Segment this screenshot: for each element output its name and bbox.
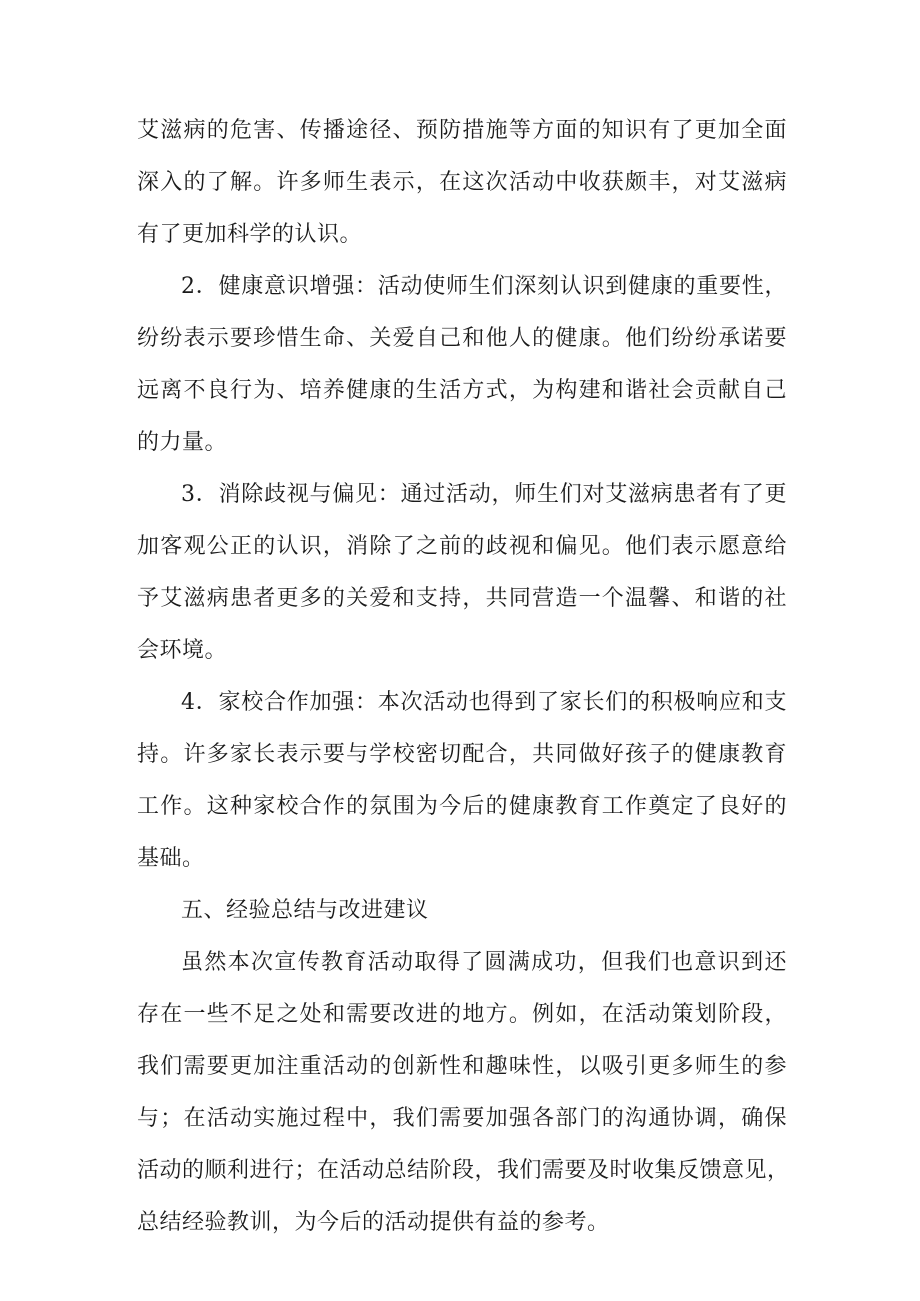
text-line: 艾滋病的危害、传播途径、预防措施等方面的知识有了更加全面 xyxy=(137,118,787,143)
paragraph-item-2 xyxy=(137,261,787,469)
text-line: 基础。 xyxy=(137,846,205,871)
text-line: 存在一些不足之处和需要改进的地方。例如，在活动策划阶段， xyxy=(137,1002,787,1027)
text-line: 与；在活动实施过程中，我们需要加强各部门的沟通协调，确保 xyxy=(137,1106,787,1131)
text-line: 予艾滋病患者更多的关爱和支持，共同营造一个温馨、和谐的社 xyxy=(137,586,787,611)
text-line: 总结经验教训，为今后的活动提供有益的参考。 xyxy=(137,1210,610,1235)
text-line: 我们需要更加注重活动的创新性和趣味性，以吸引更多师生的参 xyxy=(137,1054,787,1079)
section-heading: 五、经验总结与改进建议 xyxy=(181,898,429,923)
text-line: 会环境。 xyxy=(137,638,228,663)
text-line: 虽然本次宣传教育活动取得了圆满成功，但我们也意识到还 xyxy=(181,950,787,975)
text-line: 3．消除歧视与偏见：通过活动，师生们对艾滋病患者有了更 xyxy=(181,482,787,507)
paragraph-continuation xyxy=(137,105,787,261)
text-line: 远离不良行为、培养健康的生活方式，为构建和谐社会贡献自己 xyxy=(137,378,787,403)
text-line: 纷纷表示要珍惜生命、关爱自己和他人的健康。他们纷纷承诺要 xyxy=(137,326,787,351)
text-line: 活动的顺利进行；在活动总结阶段，我们需要及时收集反馈意见， xyxy=(137,1158,790,1183)
paragraph-summary xyxy=(137,937,790,1249)
text-line: 工作。这种家校合作的氛围为今后的健康教育工作奠定了良好的 xyxy=(137,794,787,819)
text-line: 2．健康意识增强：活动使师生们深刻认识到健康的重要性， xyxy=(181,274,787,299)
text-line: 加客观公正的认识，消除了之前的歧视和偏见。他们表示愿意给 xyxy=(137,534,787,559)
text-line: 持。许多家长表示要与学校密切配合，共同做好孩子的健康教育 xyxy=(137,742,787,767)
document-page xyxy=(137,105,790,1249)
text-line: 深入的了解。许多师生表示，在这次活动中收获颇丰，对艾滋病 xyxy=(137,170,787,195)
text-line: 有了更加科学的认识。 xyxy=(137,222,363,247)
paragraph-item-3 xyxy=(137,469,787,677)
text-line: 的力量。 xyxy=(137,430,228,455)
text-line: 4．家校合作加强：本次活动也得到了家长们的积极响应和支 xyxy=(181,690,787,715)
paragraph-item-4 xyxy=(137,677,787,885)
